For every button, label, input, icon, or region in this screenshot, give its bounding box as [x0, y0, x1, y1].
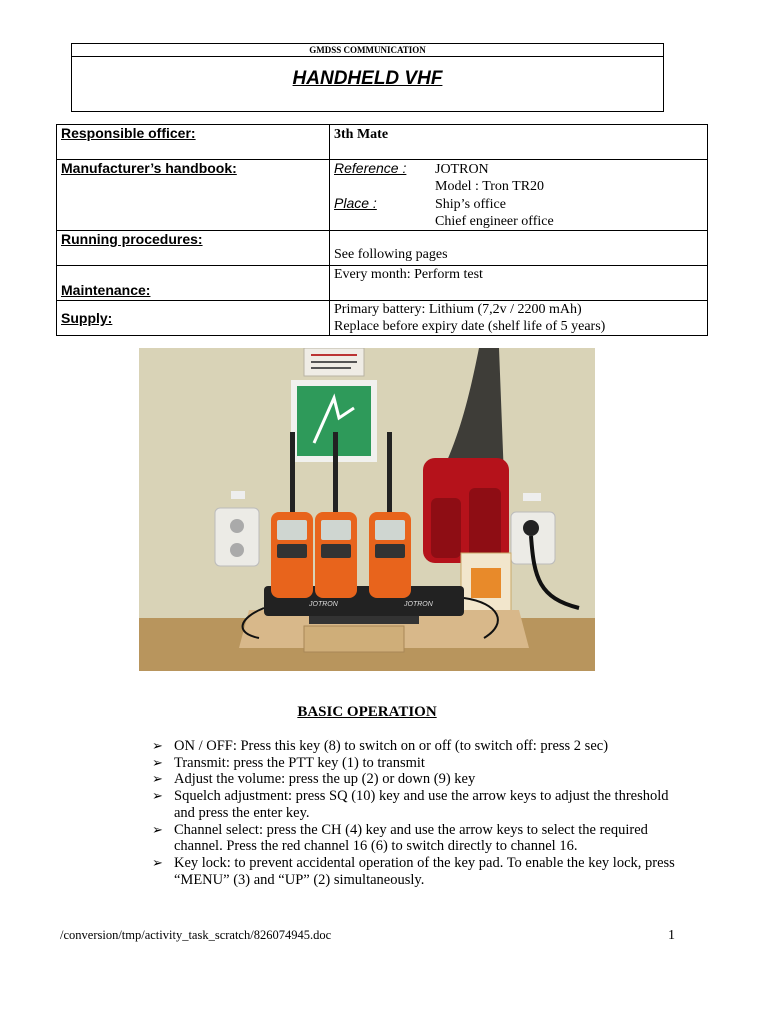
arrow-bullet-icon: ➢: [152, 854, 163, 870]
footer-file-path: /conversion/tmp/activity_task_scratch/826074945.doc: [60, 928, 332, 942]
supply-label: Supply:: [61, 310, 113, 326]
handbook-label: Manufacturer’s handbook:: [61, 160, 237, 176]
arrow-bullet-icon: ➢: [152, 821, 163, 837]
supply-line2: Replace before expiry date (shelf life of 5 years): [334, 319, 606, 334]
place-label: Place :: [334, 195, 377, 211]
row-handbook: [57, 160, 708, 231]
radio-1: [271, 512, 313, 598]
reference-label: Reference :: [334, 160, 407, 176]
header-category: GMDSS COMMUNICATION: [72, 44, 663, 57]
place-line1: Ship’s office: [435, 197, 506, 212]
document-header: [71, 43, 664, 112]
charger-brand-label: JOTRON: [309, 601, 338, 608]
basic-operation-title: BASIC OPERATION: [297, 704, 437, 720]
list-item: ➢ Transmit: press the PTT key (1) to transmit: [152, 754, 425, 771]
maintenance-value: Every month: Perform test: [334, 267, 483, 282]
reference-model: Model : Tron TR20: [435, 179, 545, 194]
page-number: 1: [668, 928, 675, 943]
arrow-bullet-icon: ➢: [152, 788, 163, 804]
responsible-officer-label: Responsible officer:: [61, 125, 196, 141]
row-running-procedures: [57, 231, 708, 266]
radio-2: [315, 512, 357, 598]
arrow-bullet-icon: ➢: [152, 738, 163, 753]
supply-line1: Primary battery: Lithium (7,2v / 2200 mAh): [334, 302, 582, 317]
page-title: HANDHELD VHF: [292, 68, 443, 89]
list-item: ➢ ON / OFF: Press this key (8) to switch on or off (to switch off: press 2 sec): [152, 738, 609, 754]
running-procedures-value: See following pages: [334, 247, 448, 262]
row-responsible-officer: [57, 125, 708, 160]
photo-illustration: [139, 348, 595, 671]
vhf-radios-photo: [139, 348, 595, 671]
row-supply: [57, 301, 708, 336]
list-item: ➢ Adjust the volume: press the up (2) or down (9) key: [152, 771, 476, 788]
radio-3: [369, 512, 411, 598]
maintenance-label: Maintenance:: [61, 282, 151, 298]
row-maintenance: [57, 266, 708, 301]
charger-brand-label-2: JOTRON: [404, 601, 433, 608]
place-line2: Chief engineer office: [435, 214, 554, 229]
responsible-officer-value: 3th Mate: [334, 127, 389, 142]
arrow-bullet-icon: ➢: [152, 771, 163, 787]
info-table: [56, 124, 708, 336]
basic-operation-list: [152, 738, 692, 888]
running-procedures-label: Running procedures:: [61, 231, 203, 247]
arrow-bullet-icon: ➢: [152, 754, 163, 770]
list-item: ➢ Key lock: to prevent accidental operation of the key pad. To enable the key lock, press “MENU” (3) and “UP” (2) simultaneously.: [152, 854, 675, 888]
reference-maker: JOTRON: [435, 162, 489, 177]
list-item: ➢ Squelch adjustment: press SQ (10) key and use the arrow keys to adjust the threshold and press the enter key.: [152, 788, 669, 821]
list-item: ➢ Channel select: press the CH (4) key and use the arrow keys to select the required channel. Press the red channel 16 (6) to switch directly to channel 16.: [152, 821, 648, 855]
